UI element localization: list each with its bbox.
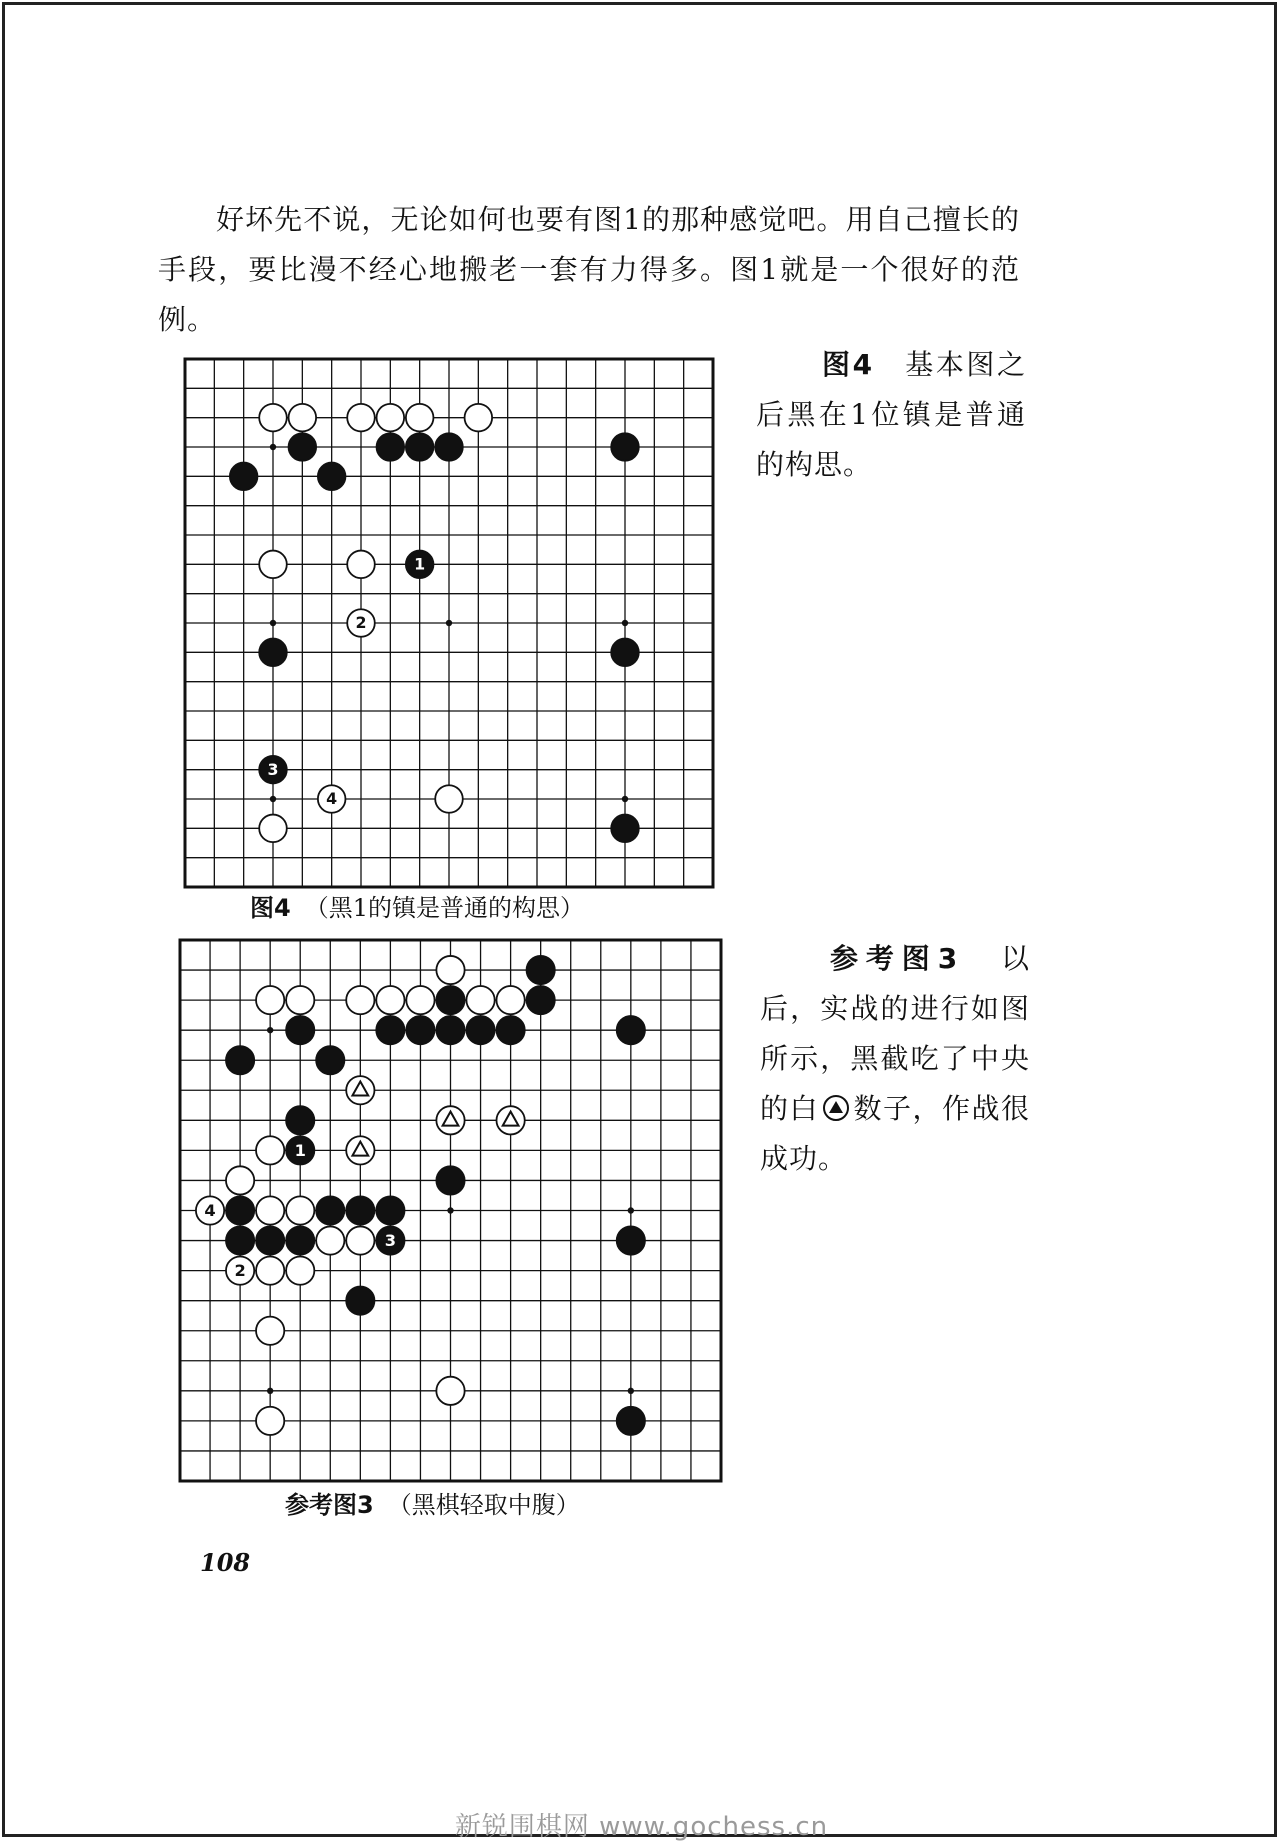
move-number: 4 xyxy=(204,1200,216,1220)
black-stone-disc xyxy=(466,1016,494,1044)
black-stone-disc xyxy=(617,1226,645,1254)
white-stone-disc xyxy=(466,986,494,1014)
star-point xyxy=(446,620,452,626)
black-stone-disc xyxy=(226,1226,254,1254)
black-stone xyxy=(406,1016,434,1044)
white-stone xyxy=(466,986,494,1014)
black-stone xyxy=(436,1166,464,1194)
black-stone xyxy=(226,1046,254,1074)
white-stone-disc xyxy=(256,1256,284,1284)
white-stone-disc xyxy=(435,785,463,813)
black-stone xyxy=(316,1196,344,1224)
reference-3-caption-text: （黑棋轻取中腹） xyxy=(387,1491,580,1519)
white-stone-disc xyxy=(406,404,434,432)
figure-4-side-text: 基本图之后黑在1位镇是普通的构思。 xyxy=(756,348,1026,481)
black-stone xyxy=(436,1016,464,1044)
black-stone-disc xyxy=(318,463,346,491)
black-stone xyxy=(226,1196,254,1224)
black-stone-disc xyxy=(226,1046,254,1074)
black-stone xyxy=(611,815,639,843)
black-stone-disc xyxy=(436,986,464,1014)
black-stone xyxy=(376,1016,404,1044)
white-stone-disc xyxy=(259,815,287,843)
black-stone-disc xyxy=(256,1226,284,1254)
black-stone xyxy=(230,463,258,491)
black-stone xyxy=(406,551,434,579)
white-stone xyxy=(286,1256,314,1284)
black-stone-disc xyxy=(377,433,405,461)
star-point xyxy=(267,1388,273,1394)
black-stone xyxy=(346,1196,374,1224)
star-point xyxy=(628,1207,634,1213)
white-stone-disc xyxy=(376,986,404,1014)
white-stone xyxy=(289,404,317,432)
white-stone xyxy=(256,1196,284,1224)
white-stone-disc xyxy=(347,551,375,579)
black-stone xyxy=(226,1226,254,1254)
black-stone xyxy=(377,433,405,461)
white-stone-disc xyxy=(286,1196,314,1224)
white-stone xyxy=(346,1226,374,1254)
white-stone-disc xyxy=(496,986,524,1014)
white-stone xyxy=(259,551,287,579)
white-stone xyxy=(256,986,284,1014)
white-stone-disc xyxy=(286,986,314,1014)
white-stone-disc xyxy=(256,1136,284,1164)
black-stone-disc xyxy=(496,1016,524,1044)
black-stone xyxy=(617,1226,645,1254)
black-stone xyxy=(496,1016,524,1044)
white-stone xyxy=(318,785,346,813)
white-stone xyxy=(465,404,493,432)
move-number: 1 xyxy=(414,554,426,574)
move-number: 4 xyxy=(326,789,338,809)
star-point xyxy=(622,796,628,802)
move-number: 2 xyxy=(234,1260,246,1280)
black-stone xyxy=(256,1226,284,1254)
white-stone-disc xyxy=(316,1226,344,1254)
white-stone xyxy=(346,1076,374,1104)
black-stone-disc xyxy=(316,1196,344,1224)
black-stone xyxy=(346,1287,374,1315)
black-stone-disc xyxy=(527,986,555,1014)
black-stone xyxy=(286,1106,314,1134)
white-stone xyxy=(346,986,374,1014)
white-stone xyxy=(347,609,375,637)
black-stone xyxy=(289,433,317,461)
black-stone xyxy=(286,1016,314,1044)
white-stone-disc xyxy=(226,1166,254,1194)
move-number: 3 xyxy=(267,759,279,779)
black-stone-disc xyxy=(436,1166,464,1194)
black-stone xyxy=(376,1226,404,1254)
black-stone-disc xyxy=(259,639,287,667)
white-stone xyxy=(256,1136,284,1164)
white-stone-disc xyxy=(347,404,375,432)
move-number: 2 xyxy=(355,613,367,633)
footer-watermark: 新锐围棋网 www.gochess.cn xyxy=(454,1812,829,1842)
white-stone xyxy=(436,1377,464,1405)
white-stone xyxy=(377,404,405,432)
black-stone-disc xyxy=(346,1287,374,1315)
star-point xyxy=(447,1207,453,1213)
white-stone xyxy=(256,1256,284,1284)
reference-3-side-text-after: 数子，作战很成功。 xyxy=(760,1092,1030,1175)
black-stone-disc xyxy=(611,433,639,461)
reference-3-board xyxy=(178,938,723,1483)
reference-3-side-text-before: 以后，实战的进行如图所示，黑截吃了中央的白 xyxy=(760,942,1030,1125)
star-point xyxy=(622,620,628,626)
white-stone-disc xyxy=(256,986,284,1014)
black-stone-disc xyxy=(286,1016,314,1044)
star-point xyxy=(270,796,276,802)
move-number: 1 xyxy=(294,1140,306,1160)
white-stone-disc xyxy=(346,986,374,1014)
black-stone-disc xyxy=(611,639,639,667)
black-stone xyxy=(316,1046,344,1074)
black-stone xyxy=(318,463,346,491)
black-stone xyxy=(436,986,464,1014)
move-number: 3 xyxy=(384,1230,397,1250)
black-stone-disc xyxy=(230,463,258,491)
white-stone xyxy=(226,1256,254,1284)
white-stone xyxy=(259,815,287,843)
white-stone-disc xyxy=(346,1226,374,1254)
black-stone xyxy=(259,639,287,667)
page-number: 108 xyxy=(200,1548,251,1577)
star-point xyxy=(270,444,276,450)
black-stone-disc xyxy=(611,815,639,843)
black-stone xyxy=(286,1226,314,1254)
figure-4-caption-label: 图4 xyxy=(250,894,291,922)
white-stone xyxy=(259,404,287,432)
figure-4-caption-text: （黑1的镇是普通的构思） xyxy=(304,894,584,922)
star-point xyxy=(628,1388,634,1394)
white-stone-disc xyxy=(256,1407,284,1435)
triangle-stone-icon xyxy=(823,1095,849,1121)
body-paragraph: 好坏先不说，无论如何也要有图1的那种感觉吧。用自己擅长的手段，要比漫不经心地搬老一套有力得多。图1就是一个很好的范例。 xyxy=(158,203,1020,336)
black-stone-disc xyxy=(226,1196,254,1224)
white-stone-disc xyxy=(377,404,405,432)
black-stone-disc xyxy=(406,1016,434,1044)
black-stone xyxy=(466,1016,494,1044)
black-stone xyxy=(611,639,639,667)
black-stone xyxy=(527,986,555,1014)
black-stone xyxy=(286,1136,314,1164)
black-stone-disc xyxy=(617,1016,645,1044)
white-stone-disc xyxy=(406,986,434,1014)
white-stone-disc xyxy=(256,1196,284,1224)
figure-4-board xyxy=(183,357,715,889)
white-stone-disc xyxy=(259,404,287,432)
black-stone-disc xyxy=(289,433,317,461)
white-stone-disc xyxy=(259,551,287,579)
black-stone-disc xyxy=(436,1016,464,1044)
black-stone-disc xyxy=(286,1226,314,1254)
figure-4-caption xyxy=(250,893,584,923)
black-stone xyxy=(617,1407,645,1435)
white-stone xyxy=(256,1317,284,1345)
white-stone xyxy=(436,1106,464,1134)
white-stone xyxy=(376,986,404,1014)
black-stone xyxy=(259,756,287,784)
white-stone-disc xyxy=(256,1317,284,1345)
white-stone xyxy=(406,404,434,432)
black-stone xyxy=(617,1016,645,1044)
white-stone xyxy=(316,1226,344,1254)
white-stone xyxy=(436,956,464,984)
reference-3-caption xyxy=(285,1490,580,1520)
white-stone xyxy=(286,1196,314,1224)
white-stone xyxy=(196,1196,224,1224)
white-stone-disc xyxy=(286,1256,314,1284)
star-point xyxy=(267,1027,273,1033)
black-stone xyxy=(527,956,555,984)
black-stone-disc xyxy=(406,433,434,461)
black-stone-disc xyxy=(346,1196,374,1224)
black-stone xyxy=(435,433,463,461)
black-stone-disc xyxy=(376,1196,404,1224)
black-stone-disc xyxy=(376,1016,404,1044)
figure-4-description xyxy=(756,340,1026,490)
reference-3-caption-label: 参考图3 xyxy=(285,1491,374,1519)
white-stone-disc xyxy=(436,956,464,984)
black-stone-disc xyxy=(435,433,463,461)
reference-3-side-label: 参考图3 xyxy=(830,942,959,975)
white-stone xyxy=(286,986,314,1014)
white-stone xyxy=(406,986,434,1014)
white-stone xyxy=(496,986,524,1014)
white-stone-disc xyxy=(436,1377,464,1405)
black-stone xyxy=(611,433,639,461)
white-stone xyxy=(496,1106,524,1134)
black-stone-disc xyxy=(316,1046,344,1074)
black-stone-disc xyxy=(527,956,555,984)
reference-3-description xyxy=(760,934,1030,1184)
white-stone xyxy=(347,404,375,432)
figure-4-side-label: 图4 xyxy=(822,348,874,381)
white-stone xyxy=(226,1166,254,1194)
white-stone xyxy=(435,785,463,813)
star-point xyxy=(270,620,276,626)
white-stone-disc xyxy=(289,404,317,432)
white-stone-disc xyxy=(465,404,493,432)
black-stone xyxy=(406,433,434,461)
white-stone xyxy=(256,1407,284,1435)
black-stone-disc xyxy=(617,1407,645,1435)
black-stone xyxy=(376,1196,404,1224)
white-stone xyxy=(347,551,375,579)
black-stone-disc xyxy=(286,1106,314,1134)
white-stone xyxy=(346,1136,374,1164)
